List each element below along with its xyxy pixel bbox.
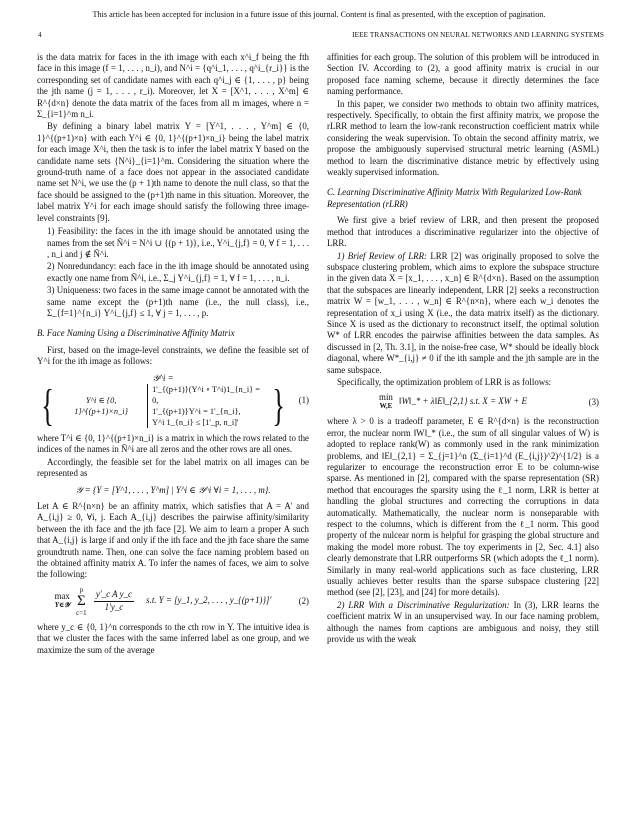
min-operator	[379, 393, 393, 411]
condition: Y^i 1_{n_i} ≤ [1'_p, n_i]'	[152, 417, 239, 427]
equation-1	[37, 373, 309, 428]
paragraph: Let A ∈ R^{n×n} be an affinity matrix, which satisfies that A = A' and A_{i,j} ≥ 0, ∀i, j. Each A_{i,j} describes the pairwise affinity/similarity between the ith face and the jth face [2]. We aim to learn a proper A such that A_{i,j} is large if and only if the ith face and the jth face share the same groundtruth name. Then, one can solve the face naming problem based on the obtained affinity matrix A. To infer the names of faces, we aim to solve the following:	[37, 501, 309, 580]
sum-upper: p	[79, 585, 84, 594]
subsection-heading: 2) LRR With a Discriminative Regularization:	[337, 599, 510, 610]
paragraph: Accordingly, the feasible set for the label matrix on all images can be represented as	[37, 456, 309, 479]
paragraph: is the data matrix for faces in the ith image with each x^i_f being the fth face in this image (f = 1, . . . , n_i), and N^i = {q^i_1, . . . , q^i_{r_i}} is the corresponding set of candidate names with each q^i_j ∈ {1, . . . , p} being the jth name (j = 1, . . . , r_i). Moreover, let X = [X^1, . . . , X^m] ∈ R^{d×n} denote the data matrix of the faces from all m images, where n = Σ_{i=1}^m n_i.	[37, 52, 309, 120]
paragraph: In this paper, we consider two methods to obtain two affinity matrices, respectively. Specifically, to obtain the first affinity matrix, we propose the rLRR method to learn the low-rank reconstruction coefficient matrix while considering the weak supervision. To obtain the second affinity matrix, we propose the ambiguously supervised structural metric learning (ASML) method to learn the discriminative distance metric by effectively using weakly supervised information.	[327, 98, 599, 178]
equation-3	[327, 393, 599, 411]
paragraph: By defining a binary label matrix Y = [Y^1, . . . , Y^m] ∈ {0, 1}^{(p+1)×n} with each Y^i ∈ {0, 1}^{(p+1)×n_i} being the label matrix for each image X^i, then the task is to infer the label matrix Y based on the candidate name sets {N^i}_{i=1}^m. Considering the situation where the ground-truth name of a face does not appear in the associated candidate name set N^i, we use the (p + 1)th name to denote the null class, so that the face should be assigned to the (p+1)th name in this situation. Moreover, the label matrix Y^i for each image should satisfy the following three image-level constraints [9].	[37, 121, 309, 223]
equation-body: ‖W‖_* + λ‖E‖_{2,1} s.t. X = XW + E	[399, 396, 527, 407]
paragraph: Specifically, the optimization problem of LRR is as follows:	[337, 376, 552, 387]
paragraph	[327, 600, 599, 646]
paragraph: First, based on the image-level constraints, we define the feasible set of Y^i for the ith image as follows:	[37, 344, 309, 367]
equation-lhs: 𝒴^i =	[152, 372, 174, 383]
operator-subscript: W,E	[379, 402, 393, 411]
list-item: 1) Feasibility: the faces in the ith image should be annotated using the names from the set Ñ^i = N^i ∪ {(p + 1)}, i.e., Y^i_{j,f} = 0, ∀ f = 1, . . . , n_i and j ∉ Ñ^i.	[47, 226, 309, 259]
condition: 1'_{(p+1)}Y^i = 1'_{n_i},	[152, 406, 241, 416]
constraint-list	[37, 226, 309, 319]
paragraph: where T^i ∈ {0, 1}^{(p+1)×n_i} is a matrix in which the rows related to the indices of the names in Ñ^i are all zeros and the other rows are all ones.	[37, 432, 309, 455]
page-number: 4	[38, 31, 42, 39]
operator-subscript: Y∈𝒴	[54, 601, 70, 610]
max-operator	[55, 592, 70, 610]
set-brace: { Y^i ∈ {0, 1}^{(p+1)×n_i} 1'_{(p+1)}(Y^i ∘ T^i)1_{n_i} = 0, 1'_{(p+1)}Y^i = 1'_{n_i}, Y^i 1_{n_i} ≤ [1'_p, n_i]' }	[41, 380, 285, 430]
equation-number: (1)	[298, 394, 309, 405]
paragraph: where λ > 0 is a tradeoff parameter, E ∈ R^{d×n} is the reconstruction error, the nuclear norm ‖W‖_* (i.e., the sum of all singular values of W) is adopted to replace rank(W) as commonly used in the rank minimization problems, and ‖E‖_{2,1} = Σ_{j=1}^n (Σ_{i=1}^d (E_{i,j})^2)^{1/2} is a regularizer to encourage the reconstruction error E to be column-wise sparse. As mentioned in [2], compared with the sparse representation (SR) method that encourages the sparsity using the ℓ_1 norm, LRR is better at handling the global structures and correcting the corruptions in data automatically. Mathematically, the nuclear norm is nonseparable with respect to the columns, which is different from the ℓ_1 norm. This good property of the nulcear norm is helpful for grasping the global structure and making the model more robust. The toy experiments in [2, Sec. 4.1] also clearly demonstrate that LRR outperforms SR (which adopts the ℓ_1 norm). Similarly in many real-world applications such as face clustering, LRR usually achieves better results than the sparse subspace clustering [22] method (see [2], [23], and [24] for more details).	[327, 416, 599, 598]
paragraph: affinities for each group. The solution of this problem will be introduced in Section IV. According to (2), a good affinity matrix is crucial in our proposed face naming scheme, because it directly determines the face naming performance.	[327, 52, 599, 97]
condition: 1'_{(p+1)}(Y^i ∘ T^i)1_{n_i} = 0,	[152, 384, 261, 405]
section-heading: B. Face Naming Using a Discriminative Affinity Matrix	[37, 328, 235, 339]
equation-number: (2)	[298, 595, 309, 606]
set-conditions	[147, 384, 268, 428]
section-heading: C. Learning Discriminative Affinity Matrix With Regularized Low-Rank Representation (rLRR)	[327, 187, 582, 209]
list-item: 2) Nonredundancy: each face in the ith image should be annotated using exactly one name from Ñ^i, i.e., Σ_j Y^i_{j,f} = 1, ∀ f = 1, . . . , n_i.	[47, 261, 309, 283]
list-item: 3) Uniqueness: two faces in the same image cannot be annotated with the same name except the (p+1)th name (i.e., the null class), i.e., Σ_{f=1}^{n_i} Y^i_{j,f} ≤ 1, ∀ j = 1, . . . , p.	[47, 285, 309, 318]
paragraph: We first give a brief review of LRR, and then present the proposed method that introduces a discriminative regularizer into the objective of LRR.	[327, 215, 599, 249]
operator-label: min	[379, 392, 393, 403]
journal-title: IEEE TRANSACTIONS ON NEURAL NETWORKS AND LEARNING SYSTEMS	[352, 31, 604, 39]
paragraph-text: LRR [2] was originally proposed to solve the subspace clustering problem, which aims to explore the subspace structure in the given data X = [x_1, . . . , x_n] ∈ R^{d×n}. Based on the assumption that the subspaces are linearly independent, LRR [2] seeks a reconstruction matrix W = [w_1, . . . , w_n] ∈ R^{n×n}, where each w_i denotes the representation of x_i using X (i.e., the data matrix itself) as the dictionary. Since X is used as the dictionary to reconstruct itself, the optimal solution W* of LRR encodes the pairwise affinities between the data samples. As discussed in [2, Th. 3.1], in the noise-free case, W* should be ideally block diagonal, where W*_{i,j} ≠ 0 if the ith sample and the jth sample are in the same subspace.	[327, 250, 599, 375]
right-column	[327, 52, 599, 647]
constraint: s.t. Y = [y_1, y_2, . . . , y_{(p+1)}]'	[146, 595, 272, 606]
equation-2	[37, 586, 309, 617]
denominator: 1'y_c	[104, 601, 124, 612]
paragraph-text: In (3), LRR learns the coefficient matrix W in an unsupervised way. In our face naming problem, although the names from captions are ambiguous and noisy, they still provide us with the weak	[327, 599, 600, 645]
sum-operator: p Σ c=1	[76, 585, 87, 617]
paragraph	[327, 251, 599, 376]
equation-body: 𝒴 = {Y = [Y^1, . . . , Y^m] | Y^i ∈ 𝒴^i ∀i = 1, . . . , m}.	[75, 484, 271, 495]
subsection-heading: 1) Brief Review of LRR:	[337, 250, 427, 261]
operator-label: max	[54, 591, 70, 602]
left-column	[37, 52, 309, 657]
sum-lower: c=1	[76, 608, 87, 617]
equation-feasible-set	[37, 485, 309, 496]
equation-number: (3)	[588, 396, 599, 407]
set-element: Y^i ∈ {0, 1}^{(p+1)×n_i}	[74, 395, 128, 416]
acceptance-notice: This article has been accepted for inclusion in a future issue of this journal. Content is final as presented, with the exception of pagination.	[92, 10, 546, 19]
paragraph: where y_c ∈ {0, 1}^n corresponds to the cth row in Y. The intuitive idea is that we cluster the faces with the same inferred label as one group, and we maximize the sum of the average	[37, 621, 309, 655]
fraction	[94, 589, 134, 613]
numerator: y'_c A y_c	[94, 589, 134, 601]
